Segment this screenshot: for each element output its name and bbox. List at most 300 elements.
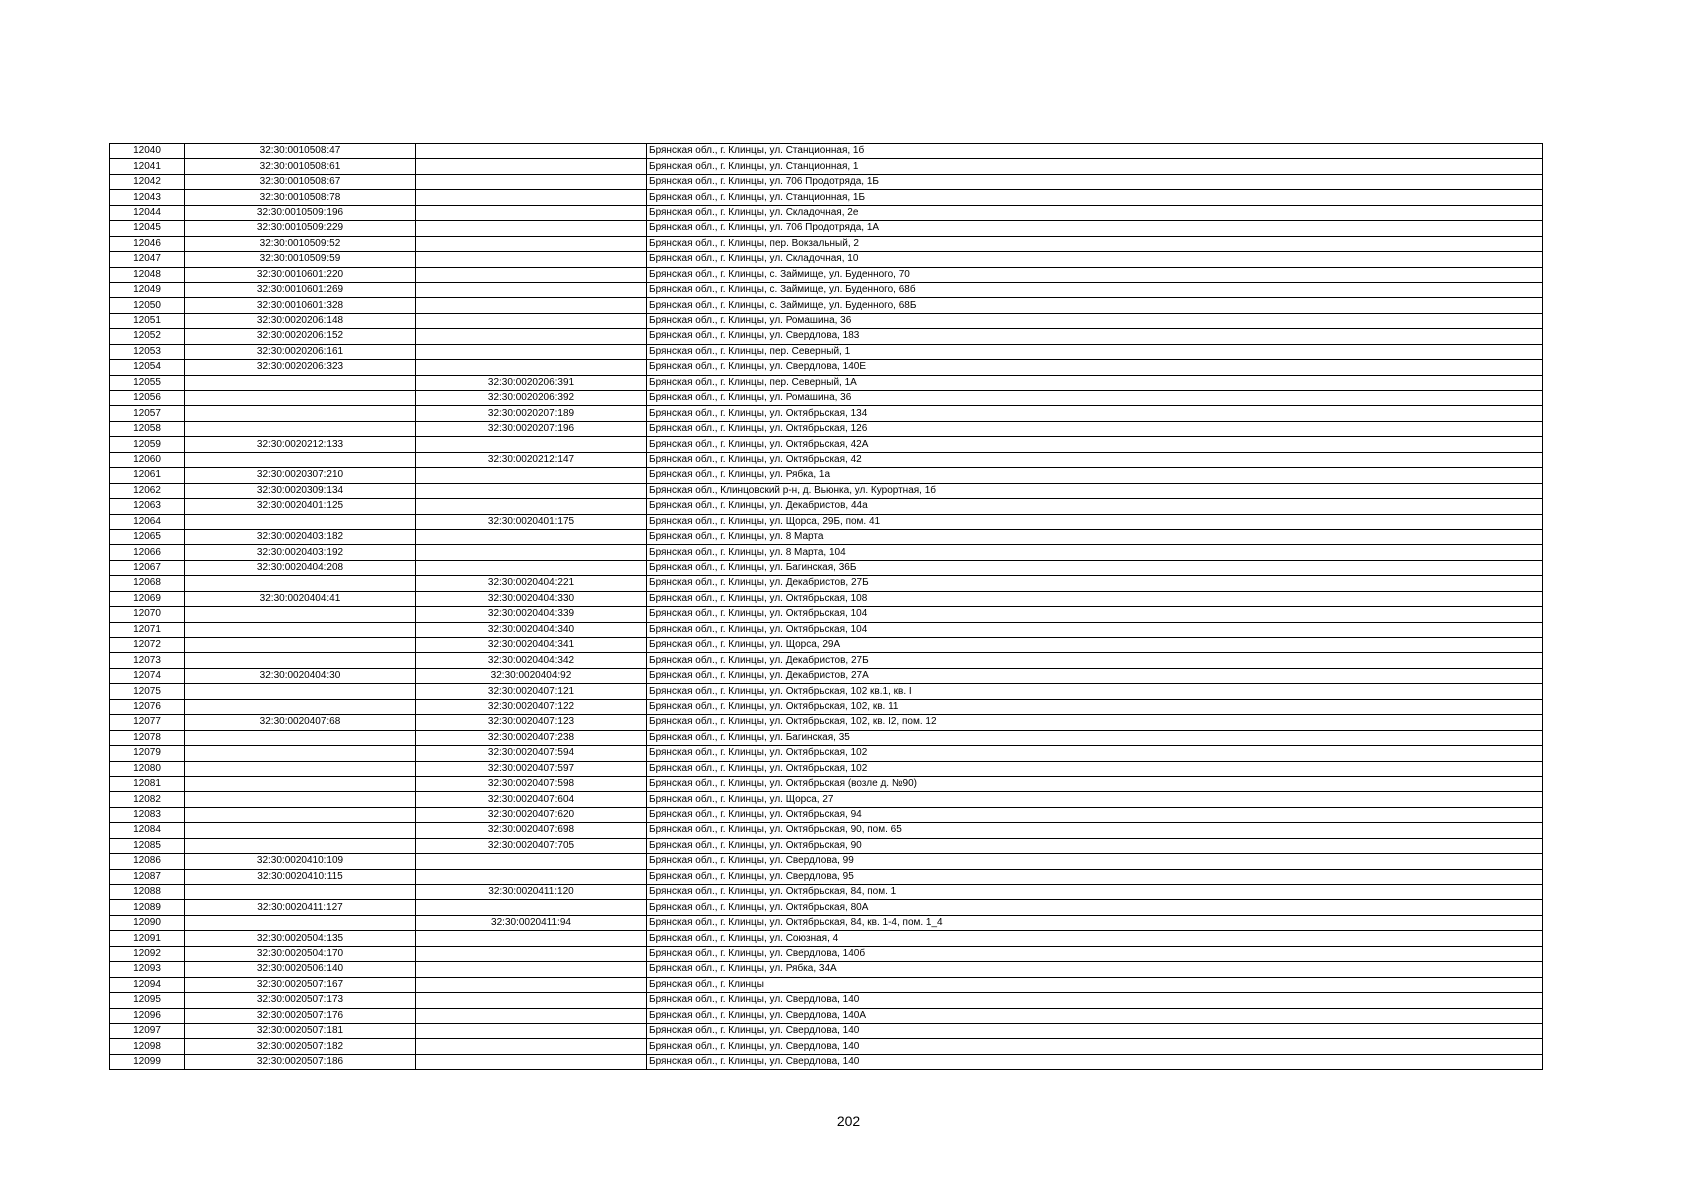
address-cell: Брянская обл., г. Клинцы, ул. Багинская, 36Б — [647, 560, 1543, 575]
address-cell: Брянская обл., г. Клинцы, ул. Станционная, 1б — [647, 144, 1543, 159]
address-cell: Брянская обл., г. Клинцы, ул. Свердлова, 95 — [647, 869, 1543, 884]
secondary-cadastral-number-cell: 32:30:0020404:341 — [416, 638, 647, 653]
cadastral-number-cell — [185, 792, 416, 807]
table-row — [110, 1039, 1543, 1054]
address-cell: Брянская обл., г. Клинцы, с. Займище, ул. Буденного, 70 — [647, 267, 1543, 282]
secondary-cadastral-number-cell: 32:30:0020206:391 — [416, 375, 647, 390]
address-cell: Брянская обл., г. Клинцы, пер. Вокзальный, 2 — [647, 236, 1543, 251]
secondary-cadastral-number-cell: 32:30:0020404:221 — [416, 576, 647, 591]
row-number-cell: 12061 — [110, 468, 185, 483]
table-row — [110, 545, 1543, 560]
secondary-cadastral-number-cell: 32:30:0020212:147 — [416, 452, 647, 467]
cadastral-number-cell — [185, 638, 416, 653]
row-number-cell: 12054 — [110, 360, 185, 375]
address-cell: Брянская обл., г. Клинцы, ул. Станционная, 1Б — [647, 190, 1543, 205]
table-row — [110, 560, 1543, 575]
cadastral-number-cell: 32:30:0020403:192 — [185, 545, 416, 560]
secondary-cadastral-number-cell: 32:30:0020401:175 — [416, 514, 647, 529]
address-cell: Брянская обл., г. Клинцы, ул. Декабристов, 27Б — [647, 653, 1543, 668]
cadastral-number-cell — [185, 746, 416, 761]
table-row — [110, 529, 1543, 544]
document-page — [109, 143, 1542, 1070]
row-number-cell: 12040 — [110, 144, 185, 159]
row-number-cell: 12082 — [110, 792, 185, 807]
table-row — [110, 468, 1543, 483]
secondary-cadastral-number-cell — [416, 252, 647, 267]
secondary-cadastral-number-cell — [416, 900, 647, 915]
secondary-cadastral-number-cell — [416, 1008, 647, 1023]
row-number-cell: 12075 — [110, 684, 185, 699]
row-number-cell: 12062 — [110, 483, 185, 498]
address-cell: Брянская обл., г. Клинцы, ул. Свердлова, 140А — [647, 1008, 1543, 1023]
secondary-cadastral-number-cell — [416, 1039, 647, 1054]
row-number-cell: 12083 — [110, 807, 185, 822]
row-number-cell: 12097 — [110, 1023, 185, 1038]
row-number-cell: 12055 — [110, 375, 185, 390]
address-cell: Брянская обл., г. Клинцы, ул. Октябрьская, 126 — [647, 421, 1543, 436]
secondary-cadastral-number-cell — [416, 499, 647, 514]
secondary-cadastral-number-cell: 32:30:0020411:120 — [416, 885, 647, 900]
cadastral-number-cell: 32:30:0020206:148 — [185, 313, 416, 328]
table-row — [110, 746, 1543, 761]
cadastral-number-cell: 32:30:0020404:208 — [185, 560, 416, 575]
table-row — [110, 437, 1543, 452]
cadastral-number-cell — [185, 807, 416, 822]
cadastral-number-cell: 32:30:0010508:61 — [185, 159, 416, 174]
cadastral-number-cell: 32:30:0020206:152 — [185, 329, 416, 344]
address-cell: Брянская обл., г. Клинцы, ул. Декабристов, 44а — [647, 499, 1543, 514]
secondary-cadastral-number-cell — [416, 483, 647, 498]
cadastral-number-cell — [185, 622, 416, 637]
table-row — [110, 1008, 1543, 1023]
row-number-cell: 12050 — [110, 298, 185, 313]
table-row — [110, 1054, 1543, 1069]
row-number-cell: 12065 — [110, 529, 185, 544]
secondary-cadastral-number-cell — [416, 560, 647, 575]
address-cell: Брянская обл., г. Клинцы, ул. Рябка, 1а — [647, 468, 1543, 483]
address-cell: Брянская обл., г. Клинцы, ул. 706 Продотряда, 1Б — [647, 174, 1543, 189]
secondary-cadastral-number-cell: 32:30:0020407:121 — [416, 684, 647, 699]
secondary-cadastral-number-cell: 32:30:0020207:189 — [416, 406, 647, 421]
table-row — [110, 993, 1543, 1008]
property-registry-table — [109, 143, 1543, 1070]
cadastral-number-cell — [185, 823, 416, 838]
cadastral-number-cell: 32:30:0010601:269 — [185, 282, 416, 297]
row-number-cell: 12043 — [110, 190, 185, 205]
secondary-cadastral-number-cell — [416, 360, 647, 375]
row-number-cell: 12070 — [110, 607, 185, 622]
table-row — [110, 1023, 1543, 1038]
cadastral-number-cell: 32:30:0020507:181 — [185, 1023, 416, 1038]
address-cell: Брянская обл., г. Клинцы, ул. Октябрьская, 104 — [647, 607, 1543, 622]
cadastral-number-cell — [185, 514, 416, 529]
row-number-cell: 12094 — [110, 977, 185, 992]
secondary-cadastral-number-cell — [416, 931, 647, 946]
secondary-cadastral-number-cell — [416, 993, 647, 1008]
address-cell: Брянская обл., г. Клинцы, с. Займище, ул. Буденного, 68Б — [647, 298, 1543, 313]
secondary-cadastral-number-cell — [416, 298, 647, 313]
cadastral-number-cell: 32:30:0010601:328 — [185, 298, 416, 313]
secondary-cadastral-number-cell — [416, 190, 647, 205]
address-cell: Брянская обл., г. Клинцы, ул. Октябрьская, 102 — [647, 746, 1543, 761]
row-number-cell: 12076 — [110, 699, 185, 714]
row-number-cell: 12081 — [110, 776, 185, 791]
address-cell: Брянская обл., г. Клинцы, ул. Октябрьская, 102, кв. I2, пом. 12 — [647, 715, 1543, 730]
table-row — [110, 807, 1543, 822]
cadastral-number-cell: 32:30:0020410:109 — [185, 854, 416, 869]
cadastral-number-cell: 32:30:0020506:140 — [185, 962, 416, 977]
address-cell: Брянская обл., г. Клинцы — [647, 977, 1543, 992]
secondary-cadastral-number-cell — [416, 282, 647, 297]
address-cell: Брянская обл., г. Клинцы, ул. Складочная, 10 — [647, 252, 1543, 267]
address-cell: Брянская обл., г. Клинцы, ул. Октябрьская, 80А — [647, 900, 1543, 915]
table-row — [110, 499, 1543, 514]
table-row — [110, 854, 1543, 869]
row-number-cell: 12090 — [110, 915, 185, 930]
cadastral-number-cell: 32:30:0010509:59 — [185, 252, 416, 267]
secondary-cadastral-number-cell — [416, 946, 647, 961]
address-cell: Брянская обл., г. Клинцы, ул. Ромашина, 36 — [647, 313, 1543, 328]
table-row — [110, 900, 1543, 915]
secondary-cadastral-number-cell — [416, 205, 647, 220]
secondary-cadastral-number-cell: 32:30:0020407:698 — [416, 823, 647, 838]
cadastral-number-cell — [185, 776, 416, 791]
row-number-cell: 12045 — [110, 221, 185, 236]
secondary-cadastral-number-cell — [416, 545, 647, 560]
table-row — [110, 946, 1543, 961]
table-row — [110, 869, 1543, 884]
cadastral-number-cell: 32:30:0020404:30 — [185, 668, 416, 683]
table-row — [110, 653, 1543, 668]
table-row — [110, 823, 1543, 838]
address-cell: Брянская обл., г. Клинцы, ул. Декабристов, 27Б — [647, 576, 1543, 591]
address-cell: Брянская обл., г. Клинцы, с. Займище, ул. Буденного, 68б — [647, 282, 1543, 297]
address-cell: Брянская обл., г. Клинцы, ул. Складочная, 2е — [647, 205, 1543, 220]
table-row — [110, 684, 1543, 699]
cadastral-number-cell: 32:30:0020309:134 — [185, 483, 416, 498]
address-cell: Брянская обл., г. Клинцы, ул. Октябрьская (возле д. №90) — [647, 776, 1543, 791]
table-row — [110, 730, 1543, 745]
cadastral-number-cell: 32:30:0020504:170 — [185, 946, 416, 961]
address-cell: Брянская обл., г. Клинцы, ул. Октябрьская, 134 — [647, 406, 1543, 421]
address-cell: Брянская обл., Клинцовский р-н, д. Вьюнка, ул. Курортная, 1б — [647, 483, 1543, 498]
row-number-cell: 12086 — [110, 854, 185, 869]
cadastral-number-cell — [185, 915, 416, 930]
address-cell: Брянская обл., г. Клинцы, ул. Свердлова, 183 — [647, 329, 1543, 344]
table-row — [110, 776, 1543, 791]
cadastral-number-cell: 32:30:0020411:127 — [185, 900, 416, 915]
row-number-cell: 12047 — [110, 252, 185, 267]
address-cell: Брянская обл., г. Клинцы, ул. Октябрьская, 108 — [647, 591, 1543, 606]
secondary-cadastral-number-cell — [416, 854, 647, 869]
cadastral-number-cell: 32:30:0020507:182 — [185, 1039, 416, 1054]
table-row — [110, 144, 1543, 159]
table-row — [110, 190, 1543, 205]
table-body — [110, 144, 1543, 1070]
row-number-cell: 12078 — [110, 730, 185, 745]
address-cell: Брянская обл., г. Клинцы, ул. Октябрьская, 102 кв.1, кв. I — [647, 684, 1543, 699]
address-cell: Брянская обл., г. Клинцы, ул. 8 Марта, 104 — [647, 545, 1543, 560]
cadastral-number-cell: 32:30:0020507:167 — [185, 977, 416, 992]
address-cell: Брянская обл., г. Клинцы, ул. Щорса, 27 — [647, 792, 1543, 807]
table-row — [110, 267, 1543, 282]
cadastral-number-cell — [185, 838, 416, 853]
secondary-cadastral-number-cell: 32:30:0020407:123 — [416, 715, 647, 730]
row-number-cell: 12069 — [110, 591, 185, 606]
address-cell: Брянская обл., г. Клинцы, ул. Октябрьская, 90 — [647, 838, 1543, 853]
row-number-cell: 12058 — [110, 421, 185, 436]
cadastral-number-cell: 32:30:0010508:78 — [185, 190, 416, 205]
cadastral-number-cell — [185, 761, 416, 776]
address-cell: Брянская обл., г. Клинцы, ул. Свердлова, 140б — [647, 946, 1543, 961]
secondary-cadastral-number-cell — [416, 313, 647, 328]
cadastral-number-cell: 32:30:0020206:323 — [185, 360, 416, 375]
table-row — [110, 221, 1543, 236]
cadastral-number-cell: 32:30:0020507:176 — [185, 1008, 416, 1023]
address-cell: Брянская обл., г. Клинцы, ул. Октябрьская, 102 — [647, 761, 1543, 776]
row-number-cell: 12096 — [110, 1008, 185, 1023]
address-cell: Брянская обл., г. Клинцы, ул. Ромашина, 36 — [647, 391, 1543, 406]
row-number-cell: 12099 — [110, 1054, 185, 1069]
cadastral-number-cell — [185, 576, 416, 591]
row-number-cell: 12066 — [110, 545, 185, 560]
table-row — [110, 931, 1543, 946]
cadastral-number-cell: 32:30:0020401:125 — [185, 499, 416, 514]
table-row — [110, 977, 1543, 992]
address-cell: Брянская обл., г. Клинцы, ул. Щорса, 29Б, пом. 41 — [647, 514, 1543, 529]
secondary-cadastral-number-cell: 32:30:0020207:196 — [416, 421, 647, 436]
row-number-cell: 12044 — [110, 205, 185, 220]
cadastral-number-cell: 32:30:0010509:229 — [185, 221, 416, 236]
address-cell: Брянская обл., г. Клинцы, ул. Октябрьская, 104 — [647, 622, 1543, 637]
table-row — [110, 761, 1543, 776]
address-cell: Брянская обл., г. Клинцы, ул. Щорса, 29А — [647, 638, 1543, 653]
table-row — [110, 298, 1543, 313]
row-number-cell: 12093 — [110, 962, 185, 977]
row-number-cell: 12048 — [110, 267, 185, 282]
row-number-cell: 12073 — [110, 653, 185, 668]
row-number-cell: 12074 — [110, 668, 185, 683]
secondary-cadastral-number-cell: 32:30:0020407:598 — [416, 776, 647, 791]
row-number-cell: 12091 — [110, 931, 185, 946]
secondary-cadastral-number-cell: 32:30:0020404:340 — [416, 622, 647, 637]
table-row — [110, 236, 1543, 251]
row-number-cell: 12092 — [110, 946, 185, 961]
row-number-cell: 12051 — [110, 313, 185, 328]
secondary-cadastral-number-cell: 32:30:0020411:94 — [416, 915, 647, 930]
address-cell: Брянская обл., г. Клинцы, ул. Свердлова, 140 — [647, 1023, 1543, 1038]
row-number-cell: 12060 — [110, 452, 185, 467]
cadastral-number-cell: 32:30:0020410:115 — [185, 869, 416, 884]
table-row — [110, 715, 1543, 730]
row-number-cell: 12063 — [110, 499, 185, 514]
row-number-cell: 12071 — [110, 622, 185, 637]
table-row — [110, 915, 1543, 930]
secondary-cadastral-number-cell — [416, 869, 647, 884]
address-cell: Брянская обл., г. Клинцы, ул. Свердлова, 140 — [647, 1039, 1543, 1054]
address-cell: Брянская обл., г. Клинцы, ул. Октябрьская, 90, пом. 65 — [647, 823, 1543, 838]
secondary-cadastral-number-cell — [416, 144, 647, 159]
table-row — [110, 638, 1543, 653]
row-number-cell: 12072 — [110, 638, 185, 653]
address-cell: Брянская обл., г. Клинцы, пер. Северный, 1 — [647, 344, 1543, 359]
table-row — [110, 205, 1543, 220]
page-number: 202 — [836, 1113, 861, 1129]
address-cell: Брянская обл., г. Клинцы, ул. Октябрьская, 94 — [647, 807, 1543, 822]
row-number-cell: 12067 — [110, 560, 185, 575]
row-number-cell: 12057 — [110, 406, 185, 421]
cadastral-number-cell: 32:30:0010601:220 — [185, 267, 416, 282]
cadastral-number-cell — [185, 607, 416, 622]
secondary-cadastral-number-cell — [416, 977, 647, 992]
address-cell: Брянская обл., г. Клинцы, пер. Северный, 1А — [647, 375, 1543, 390]
table-row — [110, 360, 1543, 375]
address-cell: Брянская обл., г. Клинцы, ул. Свердлова, 140Е — [647, 360, 1543, 375]
secondary-cadastral-number-cell — [416, 159, 647, 174]
row-number-cell: 12049 — [110, 282, 185, 297]
cadastral-number-cell — [185, 684, 416, 699]
cadastral-number-cell: 32:30:0010508:67 — [185, 174, 416, 189]
table-row — [110, 514, 1543, 529]
cadastral-number-cell: 32:30:0020507:173 — [185, 993, 416, 1008]
address-cell: Брянская обл., г. Клинцы, ул. Декабристов, 27А — [647, 668, 1543, 683]
secondary-cadastral-number-cell: 32:30:0020206:392 — [416, 391, 647, 406]
cadastral-number-cell — [185, 421, 416, 436]
table-row — [110, 174, 1543, 189]
table-row — [110, 452, 1543, 467]
secondary-cadastral-number-cell — [416, 267, 647, 282]
address-cell: Брянская обл., г. Клинцы, ул. Октябрьская, 42 — [647, 452, 1543, 467]
address-cell: Брянская обл., г. Клинцы, ул. Октябрьская, 84, кв. 1-4, пом. 1_4 — [647, 915, 1543, 930]
cadastral-number-cell: 32:30:0020407:68 — [185, 715, 416, 730]
table-row — [110, 406, 1543, 421]
secondary-cadastral-number-cell — [416, 236, 647, 251]
row-number-cell: 12064 — [110, 514, 185, 529]
address-cell: Брянская обл., г. Клинцы, ул. Свердлова, 140 — [647, 1054, 1543, 1069]
table-row — [110, 375, 1543, 390]
secondary-cadastral-number-cell — [416, 468, 647, 483]
cadastral-number-cell: 32:30:0020504:135 — [185, 931, 416, 946]
secondary-cadastral-number-cell — [416, 529, 647, 544]
secondary-cadastral-number-cell — [416, 344, 647, 359]
row-number-cell: 12059 — [110, 437, 185, 452]
secondary-cadastral-number-cell: 32:30:0020407:594 — [416, 746, 647, 761]
secondary-cadastral-number-cell — [416, 221, 647, 236]
address-cell: Брянская обл., г. Клинцы, ул. 706 Продотряда, 1А — [647, 221, 1543, 236]
secondary-cadastral-number-cell: 32:30:0020407:620 — [416, 807, 647, 822]
cadastral-number-cell: 32:30:0010509:196 — [185, 205, 416, 220]
table-row — [110, 885, 1543, 900]
table-row — [110, 329, 1543, 344]
row-number-cell: 12098 — [110, 1039, 185, 1054]
secondary-cadastral-number-cell — [416, 962, 647, 977]
row-number-cell: 12095 — [110, 993, 185, 1008]
row-number-cell: 12052 — [110, 329, 185, 344]
secondary-cadastral-number-cell: 32:30:0020404:342 — [416, 653, 647, 668]
secondary-cadastral-number-cell: 32:30:0020407:238 — [416, 730, 647, 745]
cadastral-number-cell — [185, 452, 416, 467]
row-number-cell: 12046 — [110, 236, 185, 251]
address-cell: Брянская обл., г. Клинцы, ул. Станционная, 1 — [647, 159, 1543, 174]
address-cell: Брянская обл., г. Клинцы, ул. Рябка, 34А — [647, 962, 1543, 977]
table-row — [110, 838, 1543, 853]
address-cell: Брянская обл., г. Клинцы, ул. Октябрьская, 84, пом. 1 — [647, 885, 1543, 900]
row-number-cell: 12080 — [110, 761, 185, 776]
row-number-cell: 12068 — [110, 576, 185, 591]
secondary-cadastral-number-cell: 32:30:0020407:122 — [416, 699, 647, 714]
table-row — [110, 313, 1543, 328]
cadastral-number-cell: 32:30:0020206:161 — [185, 344, 416, 359]
row-number-cell: 12077 — [110, 715, 185, 730]
secondary-cadastral-number-cell: 32:30:0020407:705 — [416, 838, 647, 853]
row-number-cell: 12053 — [110, 344, 185, 359]
address-cell: Брянская обл., г. Клинцы, ул. Багинская, 35 — [647, 730, 1543, 745]
cadastral-number-cell: 32:30:0020307:210 — [185, 468, 416, 483]
cadastral-number-cell — [185, 653, 416, 668]
cadastral-number-cell: 32:30:0020507:186 — [185, 1054, 416, 1069]
secondary-cadastral-number-cell: 32:30:0020404:330 — [416, 591, 647, 606]
cadastral-number-cell — [185, 730, 416, 745]
table-row — [110, 962, 1543, 977]
secondary-cadastral-number-cell — [416, 1054, 647, 1069]
cadastral-number-cell — [185, 391, 416, 406]
cadastral-number-cell — [185, 375, 416, 390]
cadastral-number-cell: 32:30:0020403:182 — [185, 529, 416, 544]
cadastral-number-cell: 32:30:0020404:41 — [185, 591, 416, 606]
address-cell: Брянская обл., г. Клинцы, ул. Союзная, 4 — [647, 931, 1543, 946]
address-cell: Брянская обл., г. Клинцы, ул. 8 Марта — [647, 529, 1543, 544]
secondary-cadastral-number-cell — [416, 174, 647, 189]
secondary-cadastral-number-cell: 32:30:0020407:597 — [416, 761, 647, 776]
table-row — [110, 391, 1543, 406]
cadastral-number-cell — [185, 699, 416, 714]
table-row — [110, 159, 1543, 174]
row-number-cell: 12089 — [110, 900, 185, 915]
table-row — [110, 792, 1543, 807]
row-number-cell: 12087 — [110, 869, 185, 884]
secondary-cadastral-number-cell — [416, 329, 647, 344]
table-row — [110, 483, 1543, 498]
row-number-cell: 12088 — [110, 885, 185, 900]
table-row — [110, 252, 1543, 267]
table-row — [110, 607, 1543, 622]
cadastral-number-cell: 32:30:0010508:47 — [185, 144, 416, 159]
cadastral-number-cell: 32:30:0010509:52 — [185, 236, 416, 251]
address-cell: Брянская обл., г. Клинцы, ул. Октябрьская, 42А — [647, 437, 1543, 452]
row-number-cell: 12079 — [110, 746, 185, 761]
cadastral-number-cell: 32:30:0020212:133 — [185, 437, 416, 452]
row-number-cell: 12041 — [110, 159, 185, 174]
secondary-cadastral-number-cell: 32:30:0020404:92 — [416, 668, 647, 683]
table-row — [110, 282, 1543, 297]
address-cell: Брянская обл., г. Клинцы, ул. Октябрьская, 102, кв. 11 — [647, 699, 1543, 714]
table-row — [110, 699, 1543, 714]
secondary-cadastral-number-cell: 32:30:0020404:339 — [416, 607, 647, 622]
table-row — [110, 421, 1543, 436]
secondary-cadastral-number-cell — [416, 437, 647, 452]
cadastral-number-cell — [185, 406, 416, 421]
secondary-cadastral-number-cell — [416, 1023, 647, 1038]
row-number-cell: 12056 — [110, 391, 185, 406]
table-row — [110, 591, 1543, 606]
table-row — [110, 668, 1543, 683]
table-row — [110, 576, 1543, 591]
cadastral-number-cell — [185, 885, 416, 900]
secondary-cadastral-number-cell: 32:30:0020407:604 — [416, 792, 647, 807]
row-number-cell: 12042 — [110, 174, 185, 189]
address-cell: Брянская обл., г. Клинцы, ул. Свердлова, 140 — [647, 993, 1543, 1008]
table-row — [110, 622, 1543, 637]
